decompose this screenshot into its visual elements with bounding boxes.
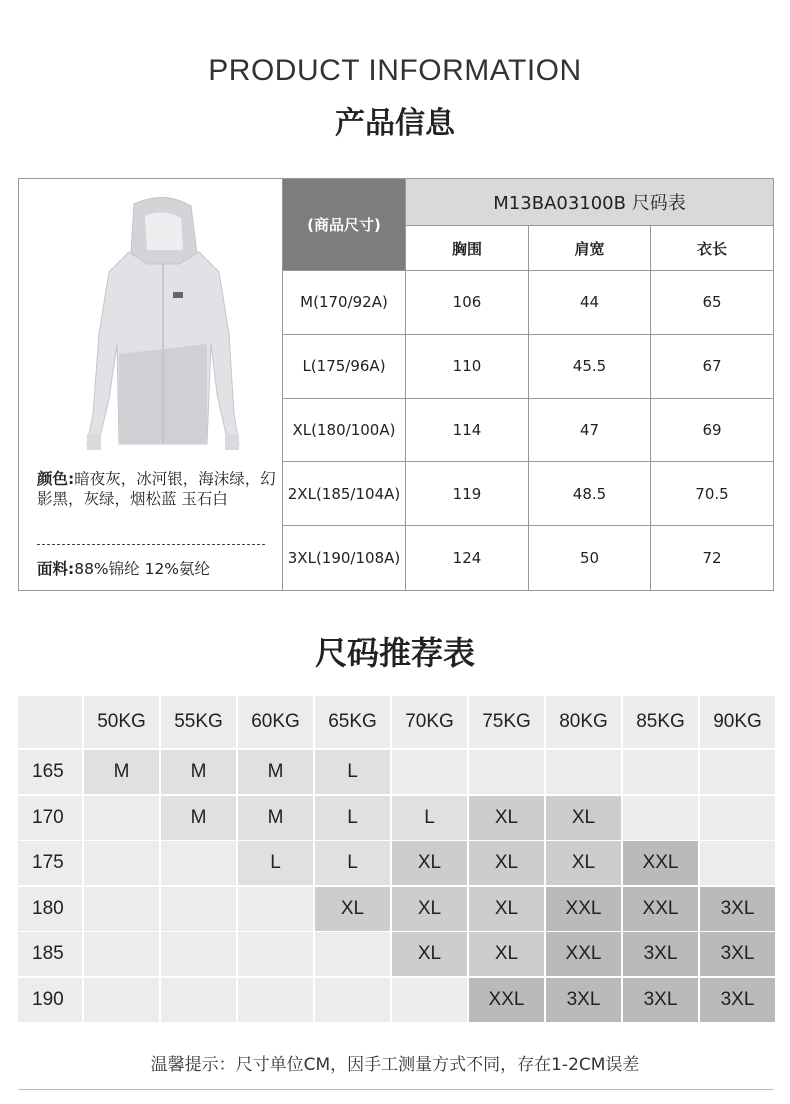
height-label: 190 bbox=[18, 978, 82, 1022]
size-value: 124 bbox=[406, 526, 529, 590]
size-label: M(170/92A) bbox=[283, 271, 406, 335]
size-label: XL(180/100A) bbox=[283, 399, 406, 463]
recommend-cell bbox=[84, 841, 159, 885]
height-label: 185 bbox=[18, 932, 82, 976]
product-info-table bbox=[18, 178, 774, 591]
fabric-value: 88%锦纶 12%氨纶 bbox=[74, 560, 211, 578]
recommend-cell bbox=[238, 978, 313, 1022]
recommend-cell bbox=[84, 796, 159, 840]
fabric-label: 面料: bbox=[37, 560, 75, 578]
recommend-cell bbox=[315, 932, 390, 976]
weight-header: 55KG bbox=[161, 696, 236, 748]
size-label: 2XL(185/104A) bbox=[283, 462, 406, 526]
recommend-cell: M bbox=[238, 750, 313, 794]
size-value: 50 bbox=[529, 526, 651, 590]
jacket-image bbox=[79, 194, 249, 464]
recommend-cell: 3XL bbox=[623, 932, 698, 976]
size-column-header: (商品尺寸) bbox=[283, 179, 406, 271]
recommend-cell: M bbox=[238, 796, 313, 840]
recommend-cell: L bbox=[315, 750, 390, 794]
recommend-cell bbox=[700, 750, 775, 794]
recommend-cell bbox=[84, 978, 159, 1022]
color-info bbox=[37, 469, 277, 509]
size-value: 67 bbox=[651, 335, 773, 399]
size-label: 3XL(190/108A) bbox=[283, 526, 406, 590]
recommend-cell bbox=[392, 978, 467, 1022]
recommend-cell: XL bbox=[392, 887, 467, 931]
recommend-cell bbox=[161, 887, 236, 931]
recommend-cell bbox=[84, 932, 159, 976]
recommend-title: 尺码推荐表 bbox=[314, 634, 475, 672]
weight-header: 80KG bbox=[546, 696, 621, 748]
recommend-cell bbox=[238, 887, 313, 931]
recommend-cell bbox=[84, 887, 159, 931]
corner-cell bbox=[18, 696, 82, 748]
recommend-cell: XXL bbox=[623, 841, 698, 885]
recommend-cell bbox=[546, 750, 621, 794]
recommend-cell: XL bbox=[469, 841, 544, 885]
recommend-cell bbox=[161, 841, 236, 885]
recommend-cell: XL bbox=[546, 841, 621, 885]
recommend-cell bbox=[469, 750, 544, 794]
fabric-info bbox=[37, 557, 210, 579]
recommend-cell: XL bbox=[392, 841, 467, 885]
weight-header: 70KG bbox=[392, 696, 467, 748]
weight-header: 85KG bbox=[623, 696, 698, 748]
recommend-cell: 3XL bbox=[623, 978, 698, 1022]
size-value: 65 bbox=[651, 271, 773, 335]
recommend-cell bbox=[161, 978, 236, 1022]
recommend-cell bbox=[623, 750, 698, 794]
recommend-cell: XL bbox=[315, 887, 390, 931]
color-label: 颜色: bbox=[37, 470, 75, 488]
recommend-cell: XXL bbox=[469, 978, 544, 1022]
dashed-divider bbox=[37, 544, 265, 545]
size-value: 48.5 bbox=[529, 462, 651, 526]
product-panel bbox=[19, 179, 283, 590]
recommend-cell: XL bbox=[469, 796, 544, 840]
size-grid bbox=[283, 179, 773, 590]
height-label: 165 bbox=[18, 750, 82, 794]
weight-header: 60KG bbox=[238, 696, 313, 748]
weight-header: 90KG bbox=[700, 696, 775, 748]
recommend-cell: XXL bbox=[546, 932, 621, 976]
weight-header: 65KG bbox=[315, 696, 390, 748]
weight-header: 75KG bbox=[469, 696, 544, 748]
recommend-cell: L bbox=[315, 841, 390, 885]
size-value: 106 bbox=[406, 271, 529, 335]
recommend-cell: M bbox=[161, 796, 236, 840]
recommend-cell: L bbox=[392, 796, 467, 840]
column-header-length: 衣长 bbox=[651, 226, 773, 271]
recommend-cell: XXL bbox=[546, 887, 621, 931]
chart-title: M13BA03100B 尺码表 bbox=[406, 179, 773, 226]
recommend-cell bbox=[700, 796, 775, 840]
recommend-cell: 3XL bbox=[700, 887, 775, 931]
recommend-cell bbox=[623, 796, 698, 840]
recommend-cell bbox=[238, 932, 313, 976]
recommend-cell: 3XL bbox=[700, 932, 775, 976]
recommend-cell: XL bbox=[469, 932, 544, 976]
recommend-cell: M bbox=[84, 750, 159, 794]
recommend-cell bbox=[161, 932, 236, 976]
size-value: 47 bbox=[529, 399, 651, 463]
recommend-cell bbox=[700, 841, 775, 885]
height-label: 175 bbox=[18, 841, 82, 885]
recommend-cell: 3XL bbox=[700, 978, 775, 1022]
column-header-shoulder: 肩宽 bbox=[529, 226, 651, 271]
footer-note: 温馨提示：尺寸单位CM，因手工测量方式不同，存在1-2CM误差 bbox=[150, 1055, 640, 1075]
size-value: 70.5 bbox=[651, 462, 773, 526]
recommend-cell bbox=[315, 978, 390, 1022]
bottom-divider bbox=[18, 1089, 774, 1090]
recommend-cell: XL bbox=[546, 796, 621, 840]
height-label: 170 bbox=[18, 796, 82, 840]
recommend-cell: M bbox=[161, 750, 236, 794]
size-value: 45.5 bbox=[529, 335, 651, 399]
recommend-cell: XL bbox=[392, 932, 467, 976]
size-value: 69 bbox=[651, 399, 773, 463]
column-header-chest: 胸围 bbox=[406, 226, 529, 271]
recommend-cell bbox=[392, 750, 467, 794]
recommend-cell: 3XL bbox=[546, 978, 621, 1022]
size-value: 119 bbox=[406, 462, 529, 526]
color-value: 暗夜灰，冰河银，海沫绿，幻影黑，灰绿，烟松蓝 玉石白 bbox=[37, 470, 276, 508]
height-label: 180 bbox=[18, 887, 82, 931]
size-value: 114 bbox=[406, 399, 529, 463]
recommend-cell: L bbox=[238, 841, 313, 885]
title-english: PRODUCT INFORMATION bbox=[208, 54, 582, 87]
size-label: L(175/96A) bbox=[283, 335, 406, 399]
recommend-cell: XL bbox=[469, 887, 544, 931]
size-value: 44 bbox=[529, 271, 651, 335]
recommend-cell: L bbox=[315, 796, 390, 840]
recommend-cell: XXL bbox=[623, 887, 698, 931]
size-value: 72 bbox=[702, 549, 722, 568]
weight-header: 50KG bbox=[84, 696, 159, 748]
size-value: 110 bbox=[406, 335, 529, 399]
title-chinese: 产品信息 bbox=[335, 106, 455, 141]
